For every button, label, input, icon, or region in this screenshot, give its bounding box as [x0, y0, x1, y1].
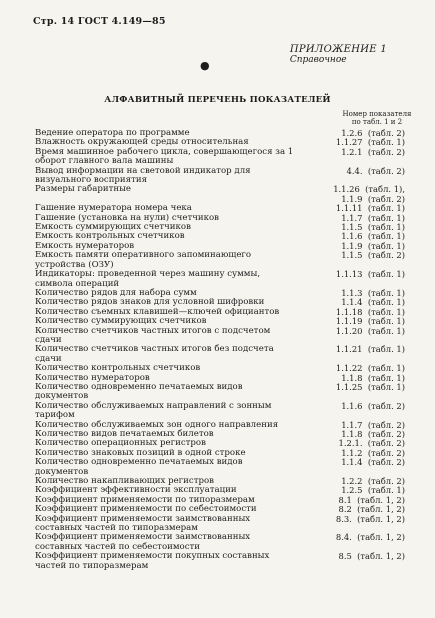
indicator-ref-line: 1.1.4 (табл. 1): [341, 297, 405, 308]
list-item: [35, 327, 405, 346]
indicator-ref-line: 1.2.1. (табл. 2): [338, 438, 405, 449]
indicator-ref: [295, 345, 405, 354]
indicator-name: Количество знаковых позиций в одной строке: [35, 447, 246, 458]
indicator-name: Количество рядов знаков для условной шифровки: [35, 297, 265, 308]
appendix-label: [290, 44, 387, 65]
indicator-name: Коэффициент применяемости заимствованных составных частей по себестоимости: [35, 532, 251, 552]
list-item: [35, 533, 405, 552]
indicator-name: Емкость памяти оперативного запоминающего устройства (ОЗУ): [35, 250, 252, 270]
list-item: [35, 167, 405, 186]
indicator-ref-line: 1.1.4 (табл. 2): [341, 457, 405, 468]
list-item: [35, 552, 405, 571]
indicator-name: Количество рядов для набора сумм: [35, 287, 197, 298]
indicator-ref: [295, 148, 405, 157]
column-header-line-2: по табл. 1 и 2: [351, 118, 403, 126]
indicator-name: Количество видов печатаемых билетов: [35, 429, 214, 439]
indicator-name: Количество обслуживаемых зон одного направления: [35, 419, 279, 430]
indicator-ref: [295, 402, 405, 411]
indicator-name: Коэффициент применяемости заимствованных составных частей по типоразмерам: [35, 513, 251, 534]
indicator-ref-line: 1.1.7 (табл. 2): [341, 419, 405, 430]
list-item: [35, 251, 405, 270]
indicator-ref: [295, 167, 405, 176]
indicator-ref-line: 1.1.2 (табл. 2): [341, 447, 405, 458]
indicator-name: Количество одновременно печатаемых видов документов: [35, 457, 243, 477]
list-item: [35, 345, 405, 364]
indicator-ref-line: 1.1.27 (табл. 1): [335, 137, 405, 148]
indicator-ref: [295, 270, 405, 279]
indicator-ref-line: 1.1.8 (табл. 1): [341, 372, 405, 383]
indicator-name: Размеры габаритные: [35, 184, 131, 195]
list-item: [35, 402, 405, 421]
indicator-name: Коэффициент применяемости по себестоимости: [35, 504, 257, 515]
indicator-name: Вывод информации на световой индикатор для визуального восприятия: [35, 165, 251, 186]
indicator-ref-line: 1.1.3 (табл. 1): [341, 287, 405, 298]
list-item: [35, 515, 405, 534]
list-item: [35, 148, 405, 167]
indicator-name: Емкость нумераторов: [35, 240, 135, 251]
indicator-ref-line: 1.2.6 (табл. 2): [341, 128, 405, 138]
indicator-name: Коэффициент применяемости покупных составных частей по типоразмерам: [35, 551, 270, 571]
indicator-name: Количество операционных регистров: [35, 438, 206, 449]
indicator-ref-line: 1.1.22 (табл. 1): [335, 363, 405, 374]
indicator-ref: [295, 515, 405, 524]
indicator-name: Коэффициент эффективности эксплуатации: [35, 485, 237, 496]
indicator-ref-line: 1.1.6 (табл. 1): [341, 231, 405, 242]
indicator-name: Количество счетчиков частных итогов с подсчетом сдачи: [35, 325, 271, 345]
indicator-name: Количество съемных клавишей—ключей официантов: [35, 306, 280, 317]
indicator-name: Коэффициент применяемости по типоразмерам: [35, 494, 255, 505]
indicator-ref-line: 1.2.5 (табл. 1): [341, 485, 405, 496]
indicator-ref-line: 1.1.9 (табл. 1): [341, 240, 405, 251]
indicator-name: Количество контрольных счетчиков: [35, 363, 201, 374]
indicator-ref-line: 1.1.18 (табл. 1): [335, 306, 405, 317]
indicator-ref: [295, 552, 405, 561]
indicator-name: Время машинное рабочего цикла, совершающегося за 1 оборот главного вала машины: [35, 146, 294, 167]
indicator-ref-line: 8.2 (табл. 1, 2): [338, 504, 405, 515]
list-item: [35, 270, 405, 289]
indicator-list: [35, 129, 405, 571]
list-item: [35, 458, 405, 477]
indicator-name: Ведение оператора по программе: [35, 128, 190, 138]
bullet-mark-icon: ●: [200, 59, 210, 72]
indicator-ref-line: 1.1.7 (табл. 1): [341, 212, 405, 223]
indicator-name: Количество одновременно печатаемых видов документов: [35, 381, 243, 402]
indicator-ref-line: 1.1.13 (табл. 1): [335, 269, 405, 280]
indicator-name: Индикаторы: проведенной через машину суммы, символа операций: [35, 269, 261, 289]
indicator-ref-line: 1.2.1 (табл. 2): [341, 146, 405, 157]
indicator-ref-line: 1.1.19 (табл. 1): [335, 316, 405, 327]
indicator-name: Количество накапливающих регистров: [35, 476, 214, 487]
indicator-ref: [295, 185, 405, 204]
indicator-ref-line: 1.1.26 (табл. 1),: [333, 184, 405, 195]
column-header: [333, 110, 421, 126]
indicator-ref-line: 4.4. (табл. 2): [346, 165, 405, 176]
indicator-ref-line: 8.3. (табл. 1, 2): [335, 513, 405, 524]
indicator-ref-line: 1.1.5 (табл. 2): [341, 250, 405, 261]
indicator-ref: [295, 327, 405, 336]
page-header: Стр. 14 ГОСТ 4.149—85: [33, 16, 166, 27]
document-title: АЛФАВИТНЫЙ ПЕРЕЧЕНЬ ПОКАЗАТЕЛЕЙ: [104, 95, 331, 105]
indicator-ref-line: 1.1.20 (табл. 1): [335, 325, 405, 336]
indicator-ref-line: 1.1.6 (табл. 2): [341, 400, 405, 411]
indicator-name: Гашение (установка на нули) счетчиков: [35, 212, 219, 223]
list-item: [35, 185, 405, 204]
indicator-ref-line: 1.1.11 (табл. 1): [335, 203, 405, 214]
appendix-title: ПРИЛОЖЕНИЕ 1: [289, 44, 387, 55]
indicator-name: Емкость контрольных счетчиков: [35, 231, 185, 242]
indicator-ref-line: 8.1 (табл. 1, 2): [338, 494, 405, 505]
appendix-subtitle: Справочное: [289, 55, 347, 65]
indicator-ref-line: 1.1.9 (табл. 2): [341, 193, 405, 204]
indicator-ref-line: 1.2.2 (табл. 2): [341, 476, 405, 487]
indicator-name: Количество обслуживаемых направлений с зонным тарифом: [35, 400, 272, 421]
indicator-name: Количество нумераторов: [35, 372, 150, 383]
column-header-line-1: Номер показателя: [342, 110, 412, 118]
indicator-ref-line: 1.1.5 (табл. 1): [341, 222, 405, 233]
indicator-ref: [295, 458, 405, 467]
indicator-ref-line: 1.1.8 (табл. 2): [341, 429, 405, 439]
indicator-name: Влажность окружающей среды относительная: [35, 137, 249, 148]
indicator-name: Емкость суммирующих счетчиков: [35, 222, 191, 233]
list-item: [35, 383, 405, 402]
indicator-ref-line: 8.5 (табл. 1, 2): [338, 551, 405, 562]
indicator-name: Количество суммирующих счетчиков: [35, 316, 207, 327]
indicator-name: Количество счетчиков частных итогов без подсчета сдачи: [35, 344, 274, 364]
indicator-ref-line: 8.4. (табл. 1, 2): [335, 532, 405, 543]
indicator-ref-line: 1.1.21 (табл. 1): [335, 344, 405, 355]
indicator-ref-line: 1.1.25 (табл. 1): [335, 381, 405, 392]
indicator-name: Гашение нумератора номера чека: [35, 203, 192, 214]
indicator-ref: [295, 383, 405, 392]
indicator-ref: [295, 251, 405, 260]
indicator-ref: [295, 533, 405, 542]
